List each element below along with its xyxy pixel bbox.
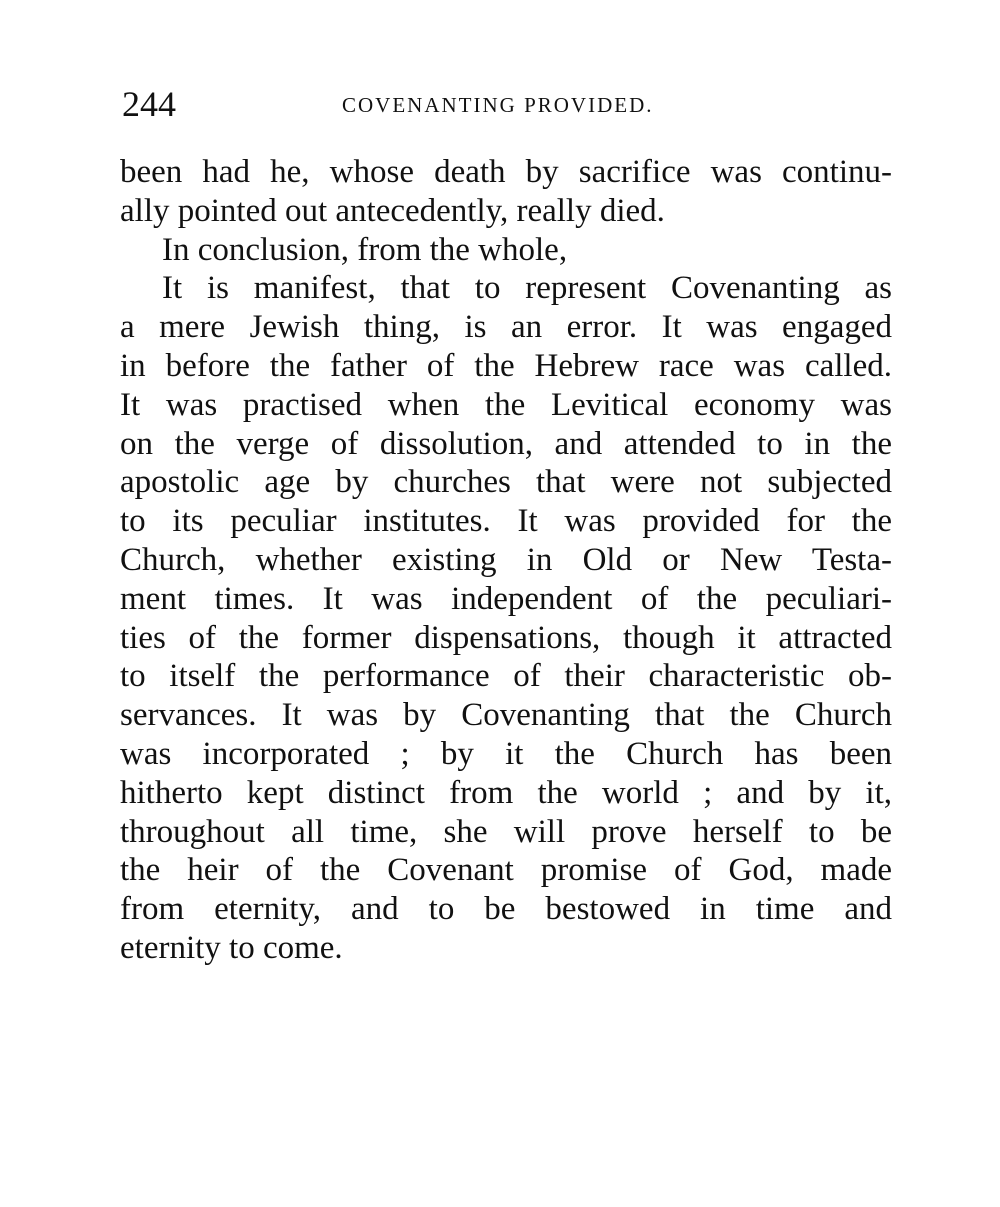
text-line: ment times. It was independent of the peculiari- bbox=[120, 580, 892, 617]
text-line: In conclusion, from the whole, bbox=[162, 231, 568, 268]
text-line: servances. It was by Covenanting that the Church bbox=[120, 697, 892, 734]
text-line: It is manifest, that to represent Covenanting as bbox=[162, 270, 892, 307]
text-line: a mere Jewish thing, is an error. It was engaged bbox=[120, 309, 892, 346]
text-line: throughout all time, she will prove herself to be bbox=[120, 813, 892, 850]
text-line: It was practised when the Levitical economy was bbox=[120, 386, 892, 423]
text-line: been had he, whose death by sacrifice was continu- bbox=[120, 154, 892, 190]
text-line: on the verge of dissolution, and attended to in the bbox=[120, 425, 892, 462]
text-line: from eternity, and to be bestowed in time and bbox=[120, 891, 892, 928]
text-line: apostolic age by churches that were not subjected bbox=[120, 464, 892, 501]
text-line: the heir of the Covenant promise of God, made bbox=[120, 852, 892, 889]
page-number: 244 bbox=[122, 84, 176, 124]
text-line: was incorporated ; by it the Church has been bbox=[120, 735, 892, 772]
running-head bbox=[122, 82, 892, 126]
text-line: to itself the performance of their characteristic ob- bbox=[120, 658, 892, 695]
text-line: ties of the former dispensations, though it attracted bbox=[120, 619, 892, 656]
text-line: Church, whether existing in Old or New Testa- bbox=[120, 541, 892, 578]
text-line: ally pointed out antecedently, really died. bbox=[120, 192, 665, 229]
text-line: in before the father of the Hebrew race was called. bbox=[120, 347, 892, 384]
body-text bbox=[120, 153, 892, 968]
text-line: hitherto kept distinct from the world ; and by it, bbox=[120, 774, 892, 811]
text-line: to its peculiar institutes. It was provided for the bbox=[120, 503, 892, 540]
running-title: COVENANTING PROVIDED. bbox=[342, 93, 654, 117]
text-line: eternity to come. bbox=[120, 929, 343, 966]
